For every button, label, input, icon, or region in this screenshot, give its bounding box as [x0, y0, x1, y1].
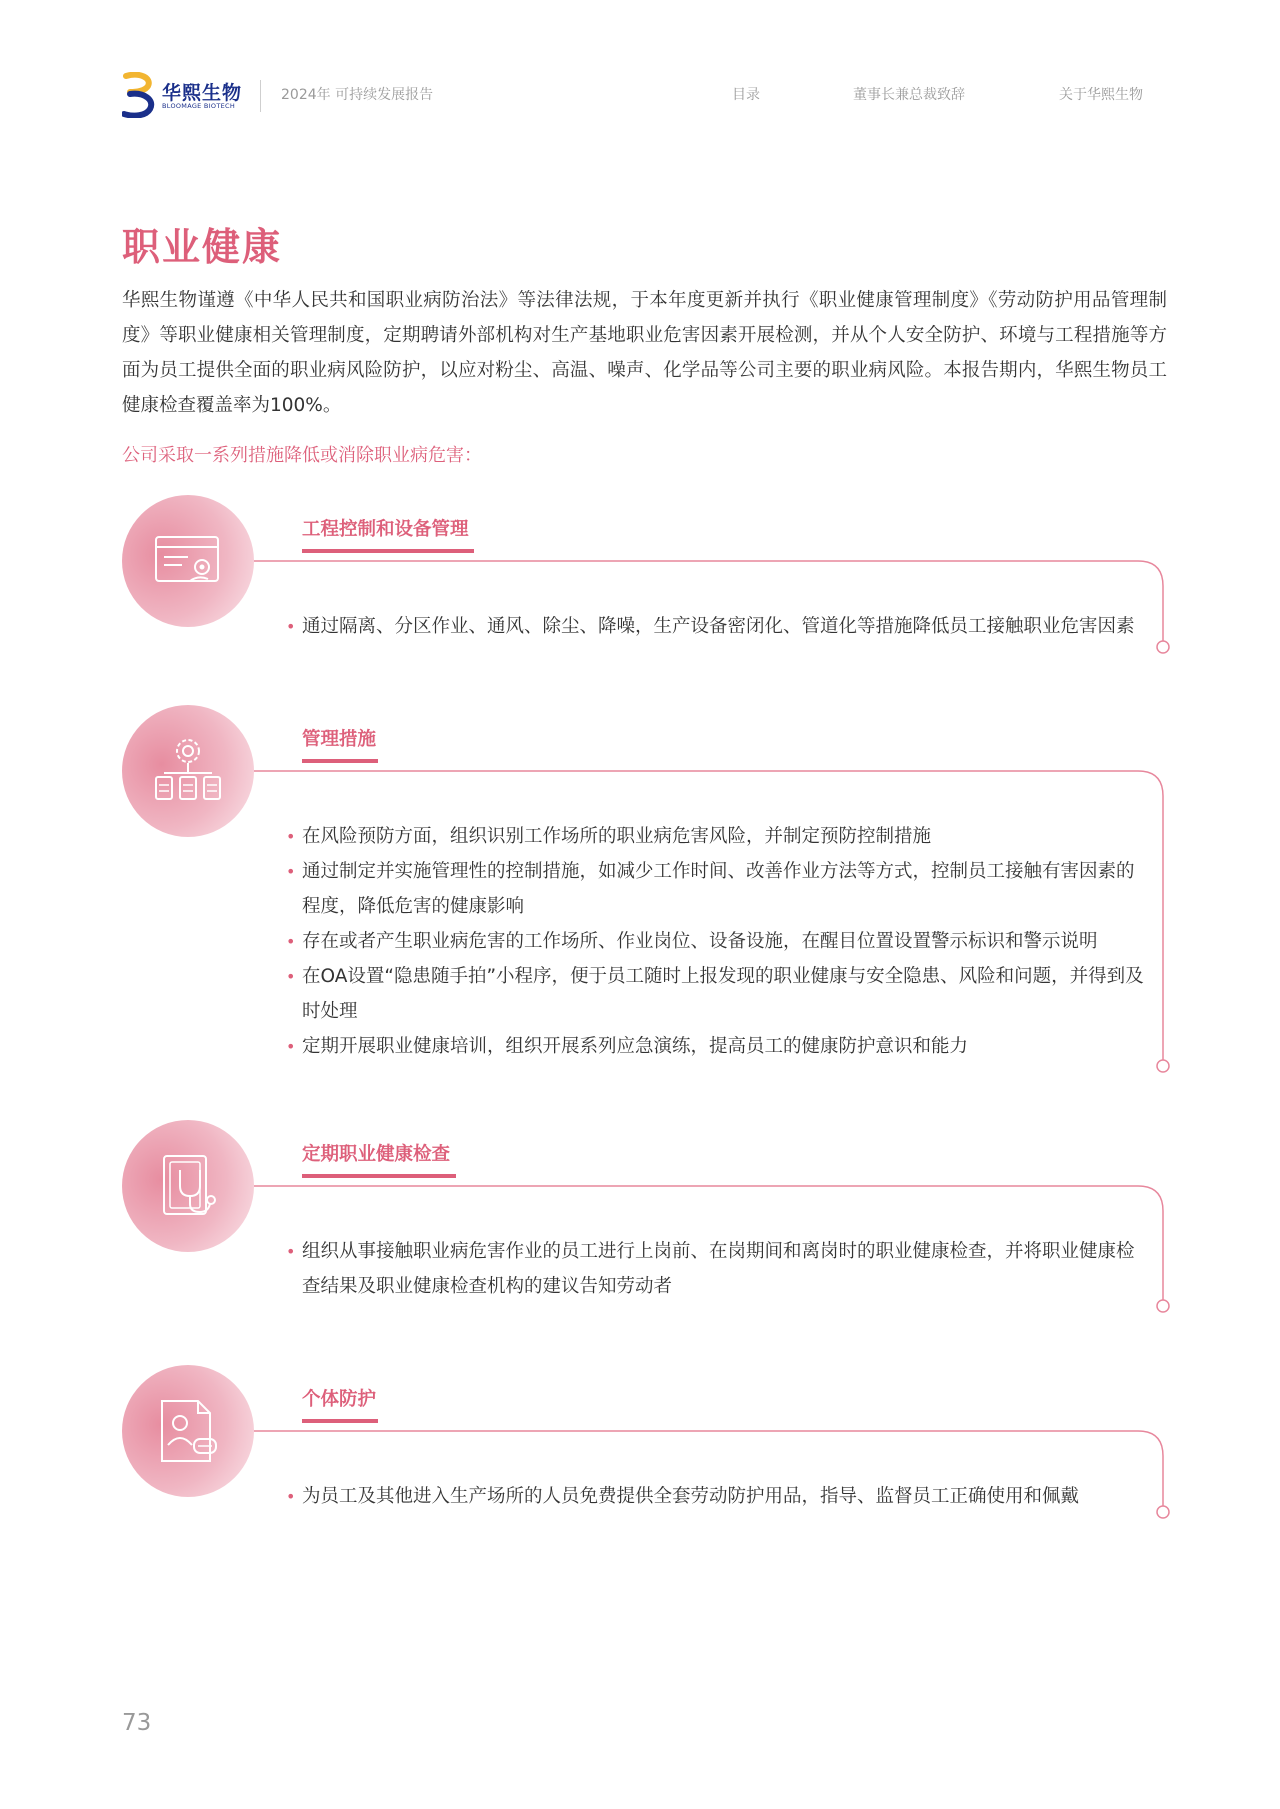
list-item: • 通过隔离、分区作业、通风、除尘、降噪，生产设备密闭化、管道化等措施降低员工接触职业危害因素	[302, 609, 1152, 644]
list-item: • 通过制定并实施管理性的控制措施，如减少工作时间、改善作业方法等方式，控制员工接触有害因素的程度，降低危害的健康影响	[302, 854, 1152, 924]
section-icon-circle	[122, 705, 254, 837]
stethoscope-report-icon	[122, 1120, 254, 1252]
page-header	[0, 0, 1280, 130]
section-title: 个体防护	[302, 1389, 377, 1410]
section-title: 定期职业健康检查	[302, 1144, 451, 1165]
company-logo[interactable]	[122, 72, 252, 120]
section-title-underline	[302, 759, 378, 763]
page-title: 职业健康	[122, 225, 283, 269]
list-item: • 为员工及其他进入生产场所的人员免费提供全套劳动防护用品，指导、监督员工正确使用和佩戴	[302, 1479, 1152, 1514]
header-divider	[260, 80, 261, 112]
section-title: 工程控制和设备管理	[302, 519, 469, 540]
section-bullet-list	[302, 1234, 1152, 1304]
monitor-gear-icon	[122, 495, 254, 627]
person-mask-icon	[122, 1365, 254, 1497]
nav-link-toc[interactable]: 目录	[732, 87, 760, 103]
section-icon-circle	[122, 495, 254, 627]
section-bullet-list	[302, 819, 1152, 1064]
section-title-underline	[302, 1419, 378, 1423]
list-item: • 定期开展职业健康培训，组织开展系列应急演练，提高员工的健康防护意识和能力	[302, 1029, 1152, 1064]
report-title: 2024年 可持续发展报告	[281, 87, 434, 103]
section-bullet-list	[302, 609, 1152, 644]
section-title-underline	[302, 1174, 456, 1178]
nav-link-chairman-message[interactable]: 董事长兼总裁致辞	[853, 87, 965, 103]
list-item: • 存在或者产生职业病危害的工作场所、作业岗位、设备设施，在醒目位置设置警示标识和警示说明	[302, 924, 1152, 959]
section-title-underline	[302, 549, 474, 553]
section-icon-circle	[122, 1365, 254, 1497]
nav-link-about[interactable]: 关于华熙生物	[1059, 87, 1143, 103]
page-number: 73	[122, 1710, 152, 1736]
section-icon-circle	[122, 1120, 254, 1252]
section-bullet-list	[302, 1479, 1152, 1514]
logo-chinese-name: 华熙生物	[162, 82, 243, 104]
measures-lead-text: 公司采取一系列措施降低或消除职业病危害：	[122, 445, 482, 466]
list-item: • 组织从事接触职业病危害作业的员工进行上岗前、在岗期间和离岗时的职业健康检查，并将职业健康检查结果及职业健康检查机构的建议告知劳动者	[302, 1234, 1152, 1304]
logo-english-name: BLOOMAGE BIOTECH	[162, 102, 236, 110]
intro-paragraph: 华熙生物谨遵《中华人民共和国职业病防治法》等法律法规，于本年度更新并执行《职业健康管理制度》《劳动防护用品管理制度》等职业健康相关管理制度，定期聘请外部机构对生产基地职业危害因素开展检测，并从个人安全防护、环境与工程措施等方面为员工提供全面的职业病风险防护，以应对粉尘、高温、噪声、化学品等公司主要的职业病风险。本报告期内，华熙生物员工健康检查覆盖率为100%。	[122, 290, 1167, 416]
list-item: • 在OA设置“隐患随手拍”小程序，便于员工随时上报发现的职业健康与安全隐患、风险和问题，并得到及时处理	[302, 959, 1152, 1029]
list-item: • 在风险预防方面，组织识别工作场所的职业病危害风险，并制定预防控制措施	[302, 819, 1152, 854]
section-title: 管理措施	[302, 729, 377, 750]
gear-network-icon	[122, 705, 254, 837]
logo-mark-icon	[122, 72, 156, 118]
